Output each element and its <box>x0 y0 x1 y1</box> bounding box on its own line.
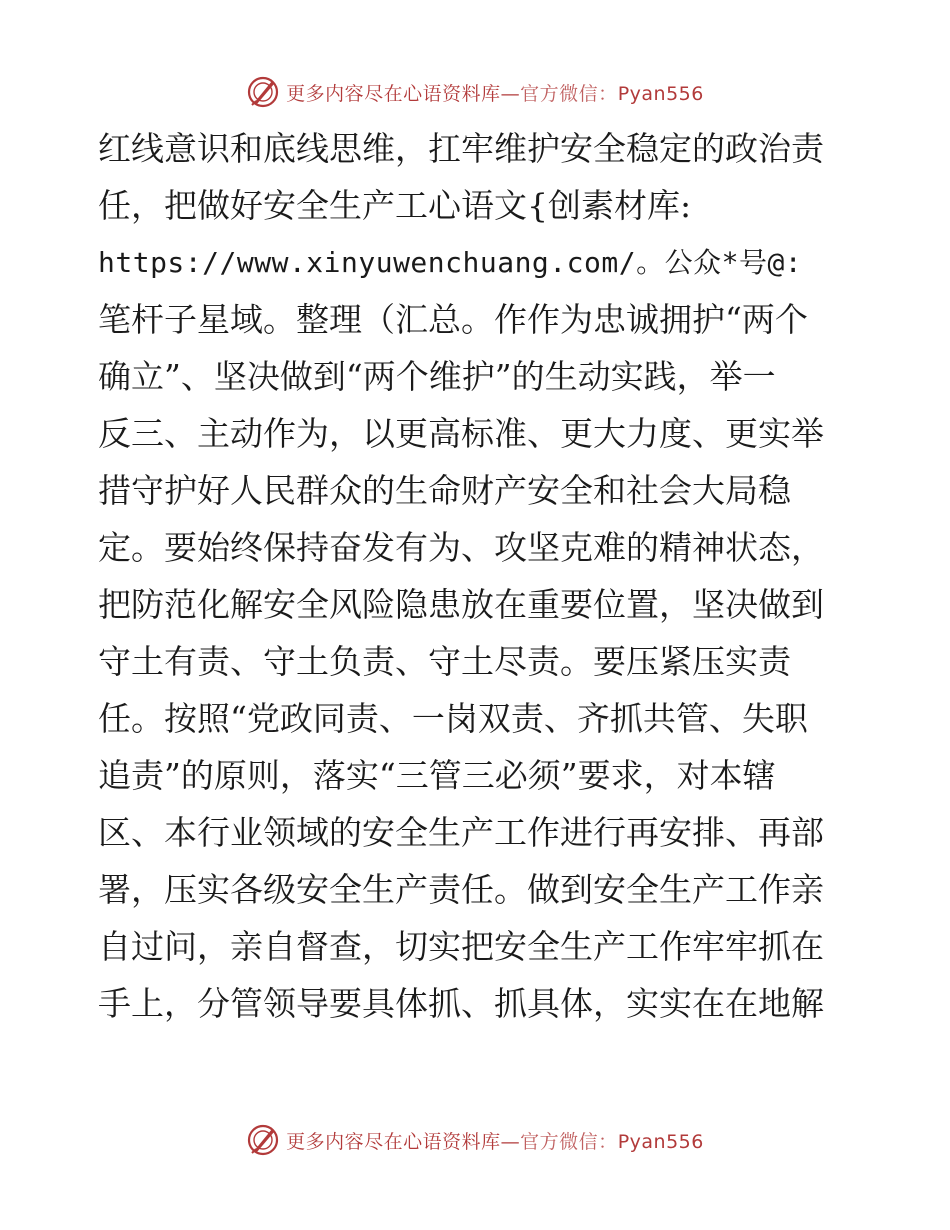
body-line: 区、本行业领域的安全生产工作进行再安排、再部 <box>98 813 824 852</box>
header-text <box>286 79 704 106</box>
body-line: 署，压实各级安全生产责任。做到安全生产工作亲 <box>98 870 824 909</box>
header-separator: — <box>500 82 521 105</box>
body-line-url: https://www.xinyuwenchuang.com/。公众*号@: <box>98 246 803 279</box>
footer-wechat-label: 官方微信： <box>520 1130 618 1153</box>
body-line: 红线意识和底线思维，扛牢维护安全稳定的政治责 <box>98 129 824 168</box>
body-line: 任，把做好安全生产工心语文{创素材库: <box>98 186 692 225</box>
body-line: 手上，分管领导要具体抓、抓具体，实实在在地解 <box>98 984 824 1023</box>
body-line: 定。要始终保持奋发有为、攻坚克难的精神状态， <box>98 528 824 567</box>
body-line: 守土有责、守土负责、守土尽责。要压紧压实责 <box>98 642 791 681</box>
quill-pen-logo-icon <box>246 1123 280 1157</box>
quill-pen-logo-icon <box>246 75 280 109</box>
body-line: 反三、主动作为，以更高标准、更大力度、更实举 <box>98 414 824 453</box>
body-line: 确立”、坚决做到“两个维护”的生动实践，举一 <box>98 357 776 396</box>
header-banner <box>0 72 950 112</box>
body-line: 措守护好人民群众的生命财产安全和社会大局稳 <box>98 471 791 510</box>
document-body <box>98 120 858 1032</box>
header-site-name: 更多内容尽在心语资料库 <box>286 82 501 105</box>
footer-separator: — <box>500 1130 521 1153</box>
body-line: 笔杆子星域。整理（汇总。作作为忠诚拥护“两个 <box>98 300 808 339</box>
footer-text <box>286 1127 704 1154</box>
body-line: 追责”的原则，落实“三管三必须”要求，对本辖 <box>98 756 776 795</box>
body-line: 自过问，亲自督查，切实把安全生产工作牢牢抓在 <box>98 927 824 966</box>
header-wechat-id: Pyan556 <box>617 82 704 105</box>
footer-banner <box>0 1120 950 1160</box>
body-line: 把防范化解安全风险隐患放在重要位置，坚决做到 <box>98 585 824 624</box>
body-line: 任。按照“党政同责、一岗双责、齐抓共管、失职 <box>98 699 808 738</box>
footer-wechat-id: Pyan556 <box>617 1130 704 1153</box>
footer-site-name: 更多内容尽在心语资料库 <box>286 1130 501 1153</box>
header-wechat-label: 官方微信： <box>520 82 618 105</box>
